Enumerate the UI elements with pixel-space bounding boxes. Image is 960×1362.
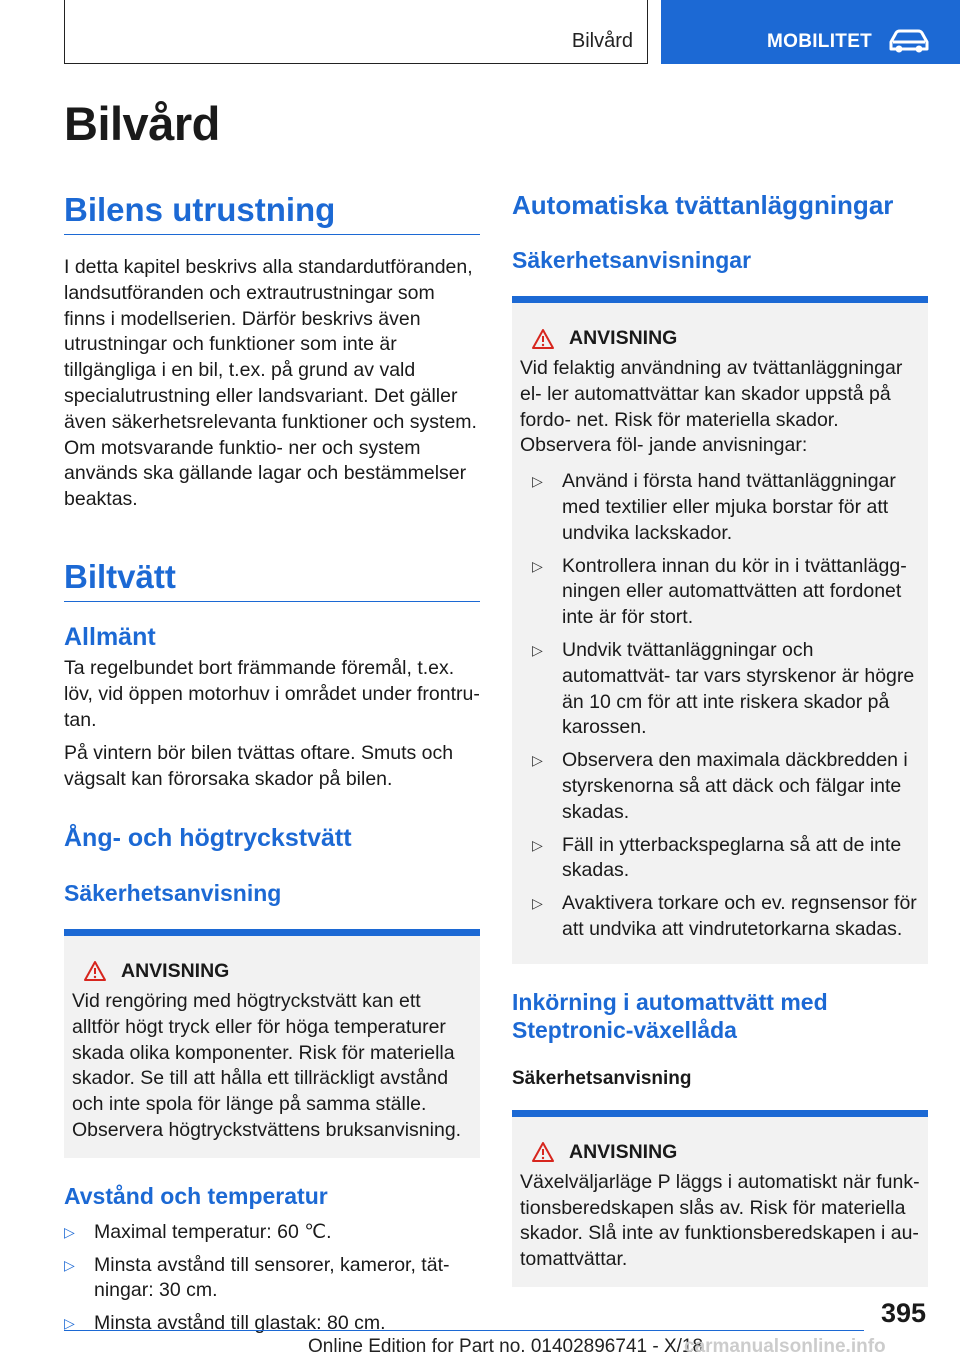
list-item: ▷ Fäll in ytterbackspeglarna så att de inte skadas. xyxy=(532,833,902,882)
heading-sakerhetsanvisningar: Säkerhetsanvisningar xyxy=(512,247,752,273)
bullet-triangle-icon: ▷ xyxy=(532,895,543,912)
list-item: ▷ Maximal temperatur: 60 ℃. xyxy=(64,1220,480,1246)
list-item: ▷ Använd i första hand tvättanläggningar med textilier eller mjuka borstar för att undvika lackskador. xyxy=(532,470,896,544)
paragraph-allmant-2: På vintern bör bilen tvättas oftare. Smuts och vägsalt kan förorsaka skador på bilen. xyxy=(64,742,454,791)
warning-triangle-icon xyxy=(83,960,107,982)
heading-automatiska-tvattanlaggningar: Automatiska tvättanläggningar xyxy=(512,190,894,220)
warning-triangle-icon xyxy=(531,328,555,350)
heading-biltvatt: Biltvätt xyxy=(64,557,480,602)
paragraph-utrustning: I detta kapitel beskrivs alla standardutföranden, landsutföranden och extrautrustningar som finns i modellserien. Därför beskrivs även utrustningar och funktioner som inte är tillgängliga i en bil, t.ex. på grund av vald specialutrustning eller landsvariant. Det gäller även säkerhetsrelevanta funktioner och system. Om motsvarande funktio- ner och system används ska gällande lagar och bestämmelser beaktas. xyxy=(64,256,477,511)
list-item: ▷ Avaktivera torkare och ev. regnsensor för att undvika att vindrutetorkarna skadas. xyxy=(532,892,917,940)
watermark: carmanualsonline.info xyxy=(684,1336,886,1357)
bullet-triangle-icon: ▷ xyxy=(532,752,543,769)
car-icon xyxy=(887,28,931,54)
warning-header xyxy=(531,327,920,350)
heading-ang-hogtryck: Ång- och högtryckstvätt xyxy=(64,823,352,852)
header-chapter-title: MOBILITET xyxy=(767,31,873,52)
list-item: ▷ Kontrollera innan du kör in i tvättanlägg- ningen eller automattvätten att fordonet inte är för stort. xyxy=(532,554,907,629)
bullet-triangle-icon: ▷ xyxy=(532,473,543,490)
warning-text: Vid rengöring med högtryckstvätt kan ett alltför högt tryck eller för höga temperaturer skada olika komponenter. Risk för materiella skador. Se till att hålla ett tillräckligt avstånd och inte spola för länge på samma ställe. Observera högtryckstvättens bruksanvisning. xyxy=(72,989,462,1141)
warning-label: ANVISNING xyxy=(569,1140,678,1163)
page-number: 395 xyxy=(881,1298,927,1328)
list-avstand xyxy=(64,1220,480,1337)
bullet-triangle-icon: ▷ xyxy=(532,836,543,853)
bullet-triangle-icon: ▷ xyxy=(532,557,543,574)
heading-allmant: Allmänt xyxy=(64,622,156,651)
heading-sakerhetsanvisning-2: Säkerhetsanvisning xyxy=(512,1067,692,1089)
list-item: ▷ Undvik tvättanläggningar och automattvät- tar vars styrskenor är högre än 10 cm för att inte riskera skador på karossen. xyxy=(532,638,915,739)
warning-text: Växelväljarläge P läggs i automatiskt när funk- tionsberedskapen slås av. Risk för materiella skador. Slå inte av funktionsberedskapen i au- tomattvättar. xyxy=(520,1170,920,1271)
warning-header xyxy=(531,1141,920,1164)
footer-edition: Online Edition for Part no. 01402896741 - X/18 xyxy=(308,1336,704,1357)
warning-box-tvattanlaggning xyxy=(512,296,928,964)
page-title: Bilvård xyxy=(64,97,220,150)
warning-label: ANVISNING xyxy=(121,959,230,982)
footer-divider xyxy=(64,1330,864,1331)
header-section-title: Bilvård xyxy=(571,30,633,52)
list-tvattanlaggning xyxy=(520,469,920,943)
list-item: ▷ Observera den maximala däckbredden i styrskenorna så att däck och fälgar inte skadas. xyxy=(532,749,908,823)
heading-sakerhetsanvisning: Säkerhetsanvisning xyxy=(64,879,282,906)
warning-triangle-icon xyxy=(531,1141,555,1163)
heading-avstand-temperatur: Avstånd och temperatur xyxy=(64,1182,328,1209)
warning-text: Vid felaktig användning av tvättanläggningar el- ler automattvättar kan skador uppstå på fordo- net. Risk för materiella skador. Observera föl- jande anvisningar: xyxy=(520,357,903,457)
header-chapter-tab[interactable] xyxy=(661,0,960,64)
bullet-triangle-icon: ▷ xyxy=(64,1223,75,1240)
warning-label: ANVISNING xyxy=(569,327,678,349)
right-column xyxy=(512,190,928,1287)
warning-box-hogtryck xyxy=(64,929,480,1158)
left-column xyxy=(64,190,480,1344)
warning-header xyxy=(83,960,472,983)
bullet-triangle-icon: ▷ xyxy=(532,641,543,658)
header-section-box xyxy=(64,0,648,64)
list-item: ▷ Minsta avstånd till sensorer, kameror, tät- ningar: 30 cm. xyxy=(64,1253,450,1302)
warning-box-steptronic xyxy=(512,1110,928,1287)
list-item: ▷ Minsta avstånd till glastak: 80 cm. xyxy=(64,1311,480,1337)
bullet-triangle-icon: ▷ xyxy=(64,1256,75,1273)
bullet-triangle-icon: ▷ xyxy=(64,1315,75,1332)
heading-inkorning-steptronic: Inkörning i automattvätt med Steptronic-växellåda xyxy=(512,988,828,1043)
paragraph-allmant-1: Ta regelbundet bort främmande föremål, t.ex. löv, vid öppen motorhuv i området under frontru- tan. xyxy=(64,656,480,731)
heading-bilens-utrustning: Bilens utrustning xyxy=(64,190,480,235)
